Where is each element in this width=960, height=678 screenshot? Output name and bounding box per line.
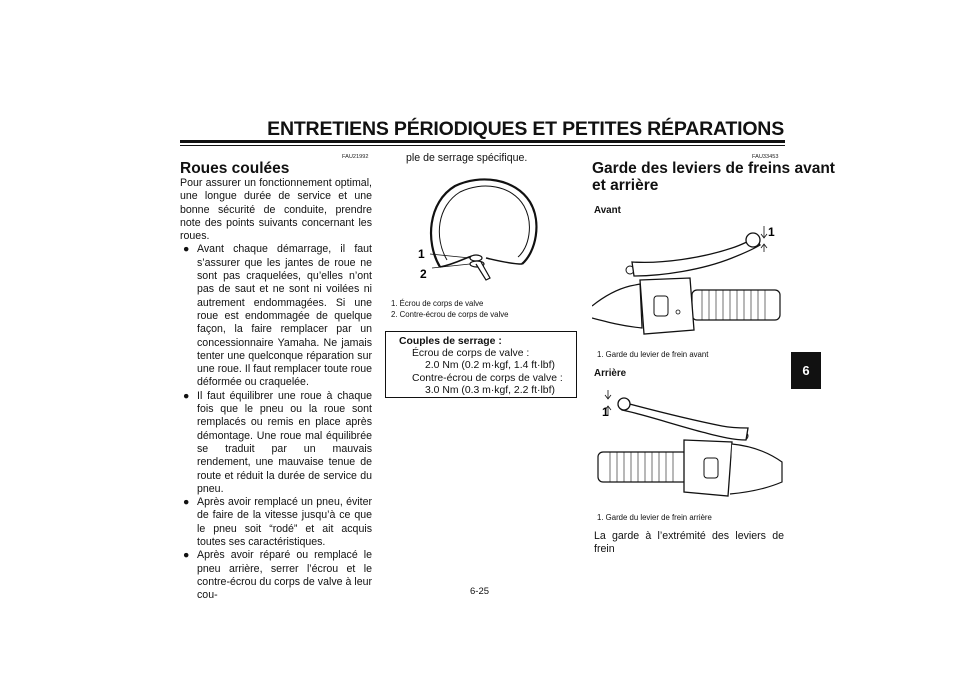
front-label: Avant bbox=[594, 205, 621, 216]
chapter-tab: 6 bbox=[791, 352, 821, 389]
bullet-icon: ● bbox=[183, 243, 190, 256]
torque-line: Contre-écrou de corps de valve : bbox=[412, 372, 563, 384]
section-code: FAU33453 bbox=[752, 154, 779, 160]
figure-callout: 1 bbox=[418, 247, 425, 261]
figure-callout: 2 bbox=[420, 267, 427, 281]
section-heading-levers bbox=[592, 160, 835, 194]
figure-captions bbox=[391, 298, 508, 320]
bullet-icon: ● bbox=[183, 389, 190, 402]
torque-line: Écrou de corps de valve : bbox=[412, 348, 530, 360]
torque-box bbox=[385, 331, 577, 398]
bullet-icon: ● bbox=[183, 496, 190, 509]
intro-paragraph: Pour assurer un fonctionnement optimal, une longue durée de service et une bonne sécurité de conduite, prendre note des points suivants concernant les roues. bbox=[180, 177, 372, 243]
handlebar-grip-icon bbox=[692, 290, 780, 320]
page-title: ENTRETIENS PÉRIODIQUES ET PETITES RÉPARATIONS bbox=[267, 118, 784, 140]
switch-housing-icon bbox=[640, 278, 694, 334]
left-column-text bbox=[180, 177, 372, 603]
rear-label: Arrière bbox=[594, 368, 627, 379]
heading-line: et arrière bbox=[592, 177, 659, 194]
bullet-icon: ● bbox=[183, 549, 190, 562]
front-caption: 1. Garde du levier de frein avant bbox=[597, 350, 709, 359]
bullet-item bbox=[180, 390, 372, 496]
header-rule bbox=[180, 140, 785, 143]
bullet-item bbox=[180, 496, 372, 549]
page-number: 6-25 bbox=[470, 586, 490, 597]
bullet-text: Il faut équilibrer une roue à chaque fois que le pneu ou la roue sont remplacés ou remis en place après démontage. Une roue mal équilibrée se traduit par un mauvais rendement, une mauvaise tenue de route et réduit la durée de service du pneu. bbox=[197, 389, 372, 495]
valve-figure bbox=[410, 172, 550, 292]
rear-caption: 1. Garde du levier de frein arrière bbox=[597, 513, 712, 522]
bullet-item bbox=[180, 243, 372, 389]
section-heading-wheels: Roues coulées bbox=[180, 160, 290, 177]
caption-line: 1. Écrou de corps de valve bbox=[391, 299, 484, 308]
right-column-text: La garde à l’extrémité des leviers de frein bbox=[594, 530, 784, 556]
bullet-text: Après avoir remplacé un pneu, éviter de faire de la vitesse jusqu’à ce que le pneu soit “rodé” et ait acquis toutes ses caractéristiques. bbox=[197, 496, 372, 549]
torque-line: 3.0 Nm (0.3 m·kgf, 2.2 ft·lbf) bbox=[425, 384, 555, 396]
switch-housing-icon bbox=[684, 440, 732, 496]
continuation-text: ple de serrage spécifique. bbox=[406, 152, 528, 164]
torque-title: Couples de serrage : bbox=[399, 336, 502, 347]
figure-callout: 1 bbox=[768, 225, 775, 239]
figure-callout: 1 bbox=[602, 405, 609, 419]
bullet-text: Avant chaque démarrage, il faut s’assurer que les jantes de roue ne sont pas craquelées, qu’elles n’ont pas de saut et ne sont ni voilées ni autrement endommagées. Si une roue est endommagée de quelque façon, la faire remplacer par un concessionnaire Yamaha. Ne jamais tenter une quelconque réparation sur une roue. Il faut remplacer toute roue déformée ou craquelée. bbox=[197, 243, 372, 389]
front-brake-lever-figure bbox=[592, 218, 784, 340]
torque-line: 2.0 Nm (0.2 m·kgf, 1.4 ft·lbf) bbox=[425, 360, 555, 372]
heading-line: Garde des leviers de freins avant bbox=[592, 160, 835, 177]
bullet-text: Après avoir réparé ou remplacé le pneu arrière, serrer l’écrou et le contre-écrou du corps de valve à leur cou- bbox=[197, 549, 372, 602]
brake-lever-icon bbox=[618, 398, 748, 440]
brake-lever-icon bbox=[632, 233, 760, 276]
section-code: FAU21992 bbox=[342, 154, 369, 160]
handlebar-grip-icon bbox=[598, 452, 688, 482]
caption-line: 2. Contre-écrou de corps de valve bbox=[391, 310, 509, 319]
header-rule-thin bbox=[180, 145, 785, 146]
rear-brake-lever-figure bbox=[592, 382, 784, 504]
bullet-item bbox=[180, 549, 372, 602]
